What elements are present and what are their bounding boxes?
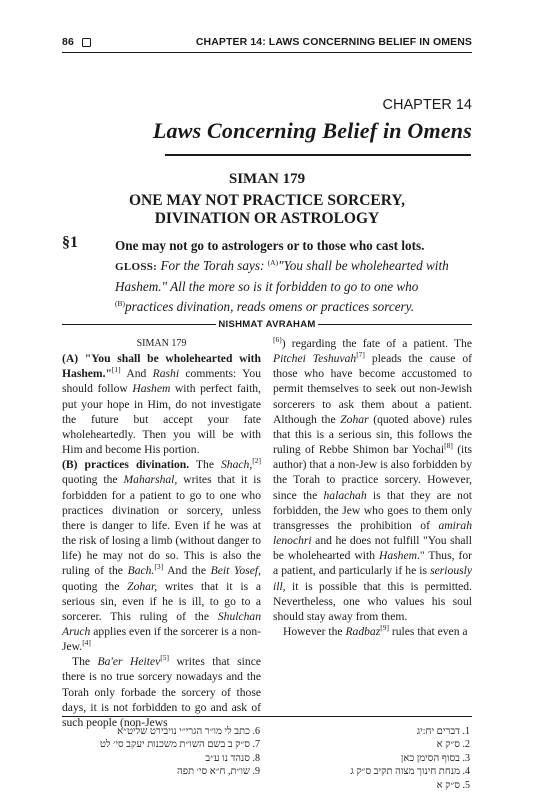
footnote-marker-b: (B) (115, 298, 125, 308)
nishmat-avraham-label: NISHMAT AVRAHAM (218, 318, 316, 330)
footnote-ref-3: [3] (154, 562, 164, 572)
text: (its author) that a non-Jew is also forbidden by the Torah to practice sorcery. However, since the (273, 443, 473, 502)
chapter-label: CHAPTER 14 (382, 97, 472, 113)
siman-title-line2: DIVINATION OR ASTROLOGY (154, 210, 380, 227)
text: writes that it is a serious sin, even if he is ill, to go to a sorcerer. This ruling of the (62, 579, 261, 623)
footnote-ref-2: [2] (252, 456, 261, 466)
text: rules that even a (388, 624, 468, 638)
text: Beit Yosef, (210, 564, 261, 578)
text: Hashem (378, 549, 417, 563)
running-header (62, 34, 472, 50)
siman-number: SIMAN 179 (228, 171, 306, 187)
footnote-item: 9. שו״ת, ח״א סי׳ תפה (177, 766, 260, 778)
gloss-text-c: practices divination, reads omens or practices sorcery. (125, 298, 415, 314)
commentary-a-heading: (A) "You shall be wholehearted with Hashem." (62, 352, 261, 381)
siman-title-line1: ONE MAY NOT PRACTICE SORCERY, (128, 192, 406, 209)
text: writes that since there is no true sorcery nowadays and the Torah only forbade the sorcery of those days, it is not forbidden to go and ask of such people (non-Jews (62, 655, 261, 729)
text: ) regarding the fate of a patient. The (281, 337, 472, 350)
footnote-ref-6: [6] (273, 335, 282, 344)
footnotes-left-column (60, 725, 260, 779)
divider-line-left (62, 324, 216, 325)
text: is that they are not forbidden, the Jew who goes to them only transgresses the prohibition of (273, 488, 472, 532)
text: Bach. (127, 564, 155, 578)
text: and he does not fulfill "You shall be wholehearted with (273, 534, 472, 563)
footnote-ref-1: [1] (111, 365, 121, 375)
header-rule (62, 52, 472, 53)
footnote-item: 6. כתב לי מו״ר הגרי״י נויבירט שליט״א (117, 726, 260, 737)
commentary-paragraph-c-start (62, 654, 261, 730)
footnote-item: 1. דברים יח:יג (416, 726, 470, 737)
footnote-ref-8: [8] (444, 441, 453, 451)
text: Shach, (221, 458, 253, 472)
section-1-text (115, 236, 475, 316)
footnotes-right-column (280, 725, 470, 792)
footnote-rule (62, 716, 472, 717)
gloss-text-a: For the Torah says: (160, 257, 265, 273)
square-ornament-icon (82, 38, 91, 47)
commentary-paragraph-d (273, 624, 472, 639)
text: Ba'er Heitev (97, 655, 161, 669)
page-number: 86 (62, 36, 74, 48)
text: comments: You should follow (62, 367, 261, 396)
commentary-paragraph-a (62, 351, 261, 457)
text: applies even if the sorcerer is a non-Jew. (62, 624, 261, 654)
text: The (72, 655, 98, 669)
text: pleads the cause of those who have become accustomed to permit themselves to seek out non-Jewish sorcerers to ask them about a patient. Although the (273, 352, 473, 426)
header-left (62, 36, 91, 48)
footnote-item: 2. ס״ק א (436, 739, 470, 751)
gloss-text-b: "You shall be wholehearted with Hashem." All the more so is it forbidden to go to one who (115, 257, 449, 294)
text: Radbaz (345, 624, 381, 638)
commentary-column-left (62, 336, 261, 730)
text: (quoted above) rules that this is a serious sin, this follows the ruling of Rebbe Shimon bar Yochai (273, 412, 472, 457)
text: Rashi (152, 367, 180, 381)
commentary-column-right (273, 336, 472, 639)
footnote-ref-4: [4] (82, 638, 91, 648)
footnote-item: 5. ס״ק א (436, 779, 470, 791)
text: Zohar (340, 412, 369, 426)
text: And the (163, 564, 211, 578)
siman-title (62, 192, 472, 228)
commentary-b-heading: (B) practices divination. (62, 458, 190, 472)
footnote-ref-7: [7] (356, 350, 365, 360)
text: amirah lenochri (273, 518, 472, 548)
commentary-paragraph-c-cont (273, 336, 472, 624)
footnote-ref-5: [5] (160, 653, 170, 663)
section-main-text: One may not go to astrologers or to those who cast lots. (115, 238, 425, 253)
footnote-ref-9: [9] (380, 622, 389, 632)
footnote-item: 8. סנהד נו ע״ב (205, 752, 260, 764)
text: ." Thus, for a patient, and particularly if he is (273, 549, 472, 578)
nishmat-avraham-divider (62, 317, 472, 331)
text: Zohar, (127, 579, 158, 593)
footnote-item: 4. מנחת חינוך מצוה תקיב ס״ק ג (350, 766, 470, 778)
chapter-title: Laws Concerning Belief in Omens (152, 118, 472, 143)
text: quoting the (62, 473, 124, 487)
text: quoting the (62, 579, 128, 593)
gloss-label: GLOSS: (115, 260, 158, 273)
text: , it is possible that this is permitted. Nevertheless, one who values his soul should stay away from them. (273, 579, 472, 623)
text: The (189, 458, 221, 472)
text: Maharshal, (123, 473, 178, 487)
footnote-item: 7. ס״ק ב בשם השו״ת משכנות יעקב סי׳ לט (99, 739, 260, 751)
text: And (120, 367, 153, 381)
text: writes that it is forbidden for a patient to go to one who practices divination or sorcery, unless there is danger to life. Even if he was at the risk of losing a limb (without danger to life) he may not do so. This is also the ruling of the (62, 473, 261, 578)
footnote-marker-a: (A) (267, 257, 279, 267)
text: with perfect faith, put your hope in Him, do not investigate the future but accept your fate wholeheartedly. Then you will be with Him and become His portion. (62, 382, 261, 457)
text: Shulchan Aruch (62, 609, 261, 638)
running-title: CHAPTER 14: LAWS CONCERNING BELIEF IN OMENS (195, 36, 472, 48)
text: Hashem (132, 382, 171, 396)
text: seriously ill (273, 564, 472, 593)
text: halachah (323, 488, 367, 502)
title-rule (165, 154, 471, 156)
commentary-paragraph-b (62, 457, 261, 654)
text: However the (283, 624, 346, 638)
divider-line-right (318, 324, 472, 325)
text: Pitchei Teshuvah (273, 352, 357, 366)
section-mark: §1 (62, 234, 78, 251)
commentary-siman-label: SIMAN 179 (136, 338, 187, 349)
footnote-item: 3. בסוף הסימן כאן (400, 752, 470, 764)
